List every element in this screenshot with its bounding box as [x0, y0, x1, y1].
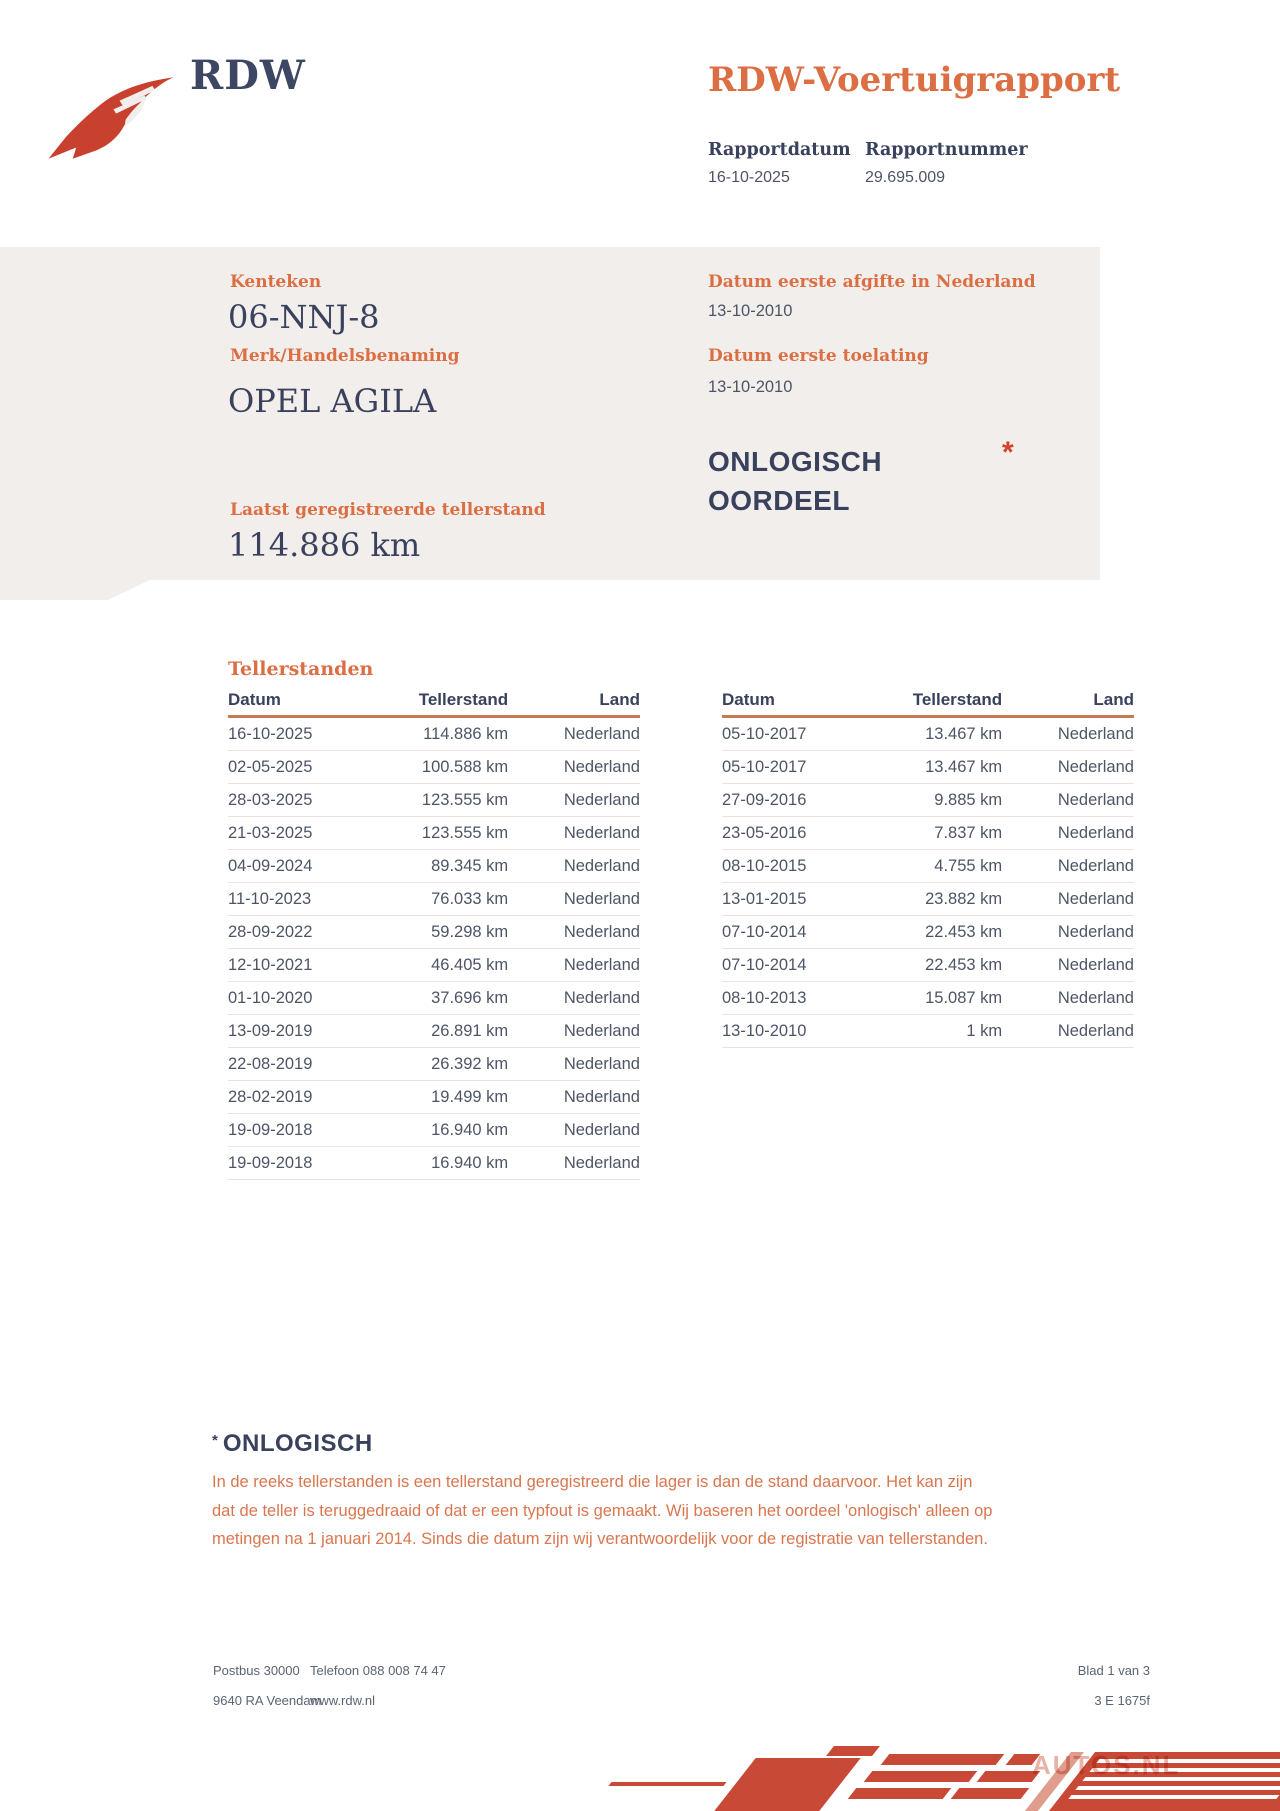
cell-land: Nederland — [563, 988, 640, 1007]
table-row — [722, 982, 1134, 1015]
column-header-datum: Datum — [228, 690, 281, 709]
cell-land: Nederland — [563, 856, 640, 875]
kenteken-label: Kenteken — [230, 272, 322, 292]
cell-datum: 13-09-2019 — [228, 1021, 313, 1040]
column-header-tellerstand: Tellerstand — [912, 690, 1003, 709]
note-body-line: dat de teller is teruggedraaid of dat er een typfout is gemaakt. Wij baseren het oordeel 'onlogisch' alleen op — [212, 1501, 993, 1520]
cell-land: Nederland — [563, 724, 640, 743]
table-row — [228, 850, 640, 883]
cell-land: Nederland — [563, 790, 640, 809]
table-header-row — [228, 690, 640, 718]
cell-land: Nederland — [1057, 724, 1134, 743]
table-row — [228, 1147, 640, 1180]
table-row — [228, 751, 640, 784]
odometer-table-left — [228, 690, 640, 1180]
cell-tellerstand: 123.555 km — [421, 790, 509, 809]
cell-datum: 16-10-2025 — [228, 724, 313, 743]
table-row — [722, 916, 1134, 949]
cell-tellerstand: 1 km — [966, 1021, 1003, 1040]
note-body-line: metingen na 1 januari 2014. Sinds die datum zijn wij verantwoordelijk voor de registratie van tellerstanden. — [212, 1530, 988, 1549]
cell-tellerstand: 13.467 km — [925, 757, 1003, 776]
cell-land: Nederland — [563, 889, 640, 908]
first-issue-date-value: 13-10-2010 — [708, 302, 793, 320]
cell-land: Nederland — [563, 823, 640, 842]
vehicle-summary-panel — [0, 247, 1100, 600]
verdict-text — [708, 442, 882, 520]
cell-datum: 08-10-2013 — [722, 988, 807, 1007]
cell-datum: 04-09-2024 — [228, 856, 313, 875]
table-row — [228, 1015, 640, 1048]
decoration-bar-icon — [826, 1746, 880, 1756]
table-row — [722, 850, 1134, 883]
cell-land: Nederland — [563, 757, 640, 776]
table-row — [722, 883, 1134, 916]
cell-datum: 11-10-2023 — [228, 889, 312, 908]
cell-land: Nederland — [563, 1021, 640, 1040]
cell-land: Nederland — [563, 955, 640, 974]
cell-datum: 05-10-2017 — [722, 724, 807, 743]
cell-datum: 22-08-2019 — [228, 1054, 313, 1073]
table-row — [228, 817, 640, 850]
verdict-line1: ONLOGISCH — [708, 446, 883, 477]
column-header-tellerstand: Tellerstand — [418, 690, 509, 709]
cell-tellerstand: 123.555 km — [421, 823, 509, 842]
rdw-feather-logo-icon — [45, 72, 175, 164]
cell-tellerstand: 7.837 km — [934, 823, 1003, 842]
cell-tellerstand: 19.499 km — [431, 1087, 509, 1106]
cell-datum: 05-10-2017 — [722, 757, 807, 776]
footer-website: www.rdw.nl — [310, 1693, 376, 1708]
cell-datum: 28-09-2022 — [228, 922, 313, 941]
cell-tellerstand: 59.298 km — [431, 922, 509, 941]
cell-tellerstand: 37.696 km — [431, 988, 509, 1007]
decoration-bar-icon — [951, 1788, 1030, 1799]
odometer-table-right — [722, 690, 1134, 1048]
footer-form-code: 3 E 1675f — [1094, 1693, 1150, 1708]
note-asterisk: * — [212, 1432, 218, 1449]
decoration-bar-icon — [608, 1782, 726, 1786]
table-row — [722, 817, 1134, 850]
cell-tellerstand: 22.453 km — [925, 922, 1003, 941]
table-row — [228, 718, 640, 751]
cell-datum: 12-10-2021 — [228, 955, 313, 974]
report-date-label: Rapportdatum — [708, 140, 851, 160]
cell-datum: 08-10-2015 — [722, 856, 807, 875]
cell-land: Nederland — [563, 1120, 640, 1139]
cell-tellerstand: 76.033 km — [431, 889, 509, 908]
footer-address-line2: 9640 RA Veendam — [213, 1693, 322, 1708]
cell-land: Nederland — [563, 1153, 640, 1172]
table-row — [228, 784, 640, 817]
cell-tellerstand: 9.885 km — [934, 790, 1003, 809]
report-number-label: Rapportnummer — [865, 140, 1028, 160]
cell-tellerstand: 13.467 km — [925, 724, 1003, 743]
kenteken-value: 06-NNJ-8 — [228, 298, 380, 336]
bottom-decoration — [580, 1738, 1280, 1811]
cell-datum: 23-05-2016 — [722, 823, 807, 842]
footer-page-indicator: Blad 1 van 3 — [1077, 1663, 1150, 1678]
first-admission-date-label: Datum eerste toelating — [708, 346, 929, 366]
report-title: RDW-Voertuigrapport — [708, 60, 1121, 100]
cell-tellerstand: 15.087 km — [925, 988, 1003, 1007]
report-number-value: 29.695.009 — [865, 169, 946, 186]
table-row — [722, 1015, 1134, 1048]
cell-tellerstand: 26.392 km — [431, 1054, 509, 1073]
decoration-bar-icon — [1216, 1802, 1280, 1811]
cell-tellerstand: 4.755 km — [934, 856, 1003, 875]
cell-land: Nederland — [1057, 757, 1134, 776]
cell-tellerstand: 23.882 km — [925, 889, 1003, 908]
decoration-bar-icon — [881, 1754, 1005, 1765]
cell-land: Nederland — [1057, 922, 1134, 941]
logo-wordmark: RDW — [190, 52, 306, 99]
merk-label: Merk/Handelsbenaming — [230, 346, 460, 366]
cell-datum: 02-05-2025 — [228, 757, 313, 776]
table-header-row — [722, 690, 1134, 718]
table-row — [228, 982, 640, 1015]
cell-datum: 19-09-2018 — [228, 1120, 313, 1139]
cell-datum: 07-10-2014 — [722, 955, 807, 974]
cell-tellerstand: 22.453 km — [925, 955, 1003, 974]
table-row — [228, 1081, 640, 1114]
first-admission-date-value: 13-10-2010 — [708, 378, 793, 396]
last-odometer-value: 114.886 km — [228, 526, 421, 564]
table-row — [722, 949, 1134, 982]
cell-datum: 28-03-2025 — [228, 790, 313, 809]
tellerstanden-heading: Tellerstanden — [228, 658, 374, 680]
cell-land: Nederland — [1057, 889, 1134, 908]
cell-land: Nederland — [1057, 790, 1134, 809]
cell-tellerstand: 114.886 km — [423, 724, 509, 743]
note-body-line: In de reeks tellerstanden is een tellerstand geregistreerd die lager is dan de stand daarvoor. Het kan zijn — [212, 1473, 973, 1491]
table-row — [228, 883, 640, 916]
decoration-bar-icon — [714, 1758, 860, 1811]
cell-datum: 19-09-2018 — [228, 1153, 313, 1172]
cell-datum: 13-01-2015 — [722, 889, 807, 908]
cell-land: Nederland — [563, 1087, 640, 1106]
cell-tellerstand: 89.345 km — [431, 856, 509, 875]
verdict-line2: OORDEEL — [708, 485, 850, 516]
note-heading-row — [212, 1430, 373, 1458]
cell-tellerstand: 16.940 km — [431, 1120, 509, 1139]
table-row — [228, 916, 640, 949]
decoration-bar-icon — [977, 1771, 1041, 1782]
note-heading: ONLOGISCH — [222, 1430, 373, 1457]
footer-address-line1: Postbus 30000 — [213, 1663, 300, 1678]
cell-datum: 28-02-2019 — [228, 1087, 313, 1106]
decoration-bar-icon — [864, 1771, 978, 1782]
cell-tellerstand: 16.940 km — [431, 1153, 509, 1172]
cell-tellerstand: 100.588 km — [421, 757, 509, 776]
cell-datum: 21-03-2025 — [228, 823, 313, 842]
table-row — [228, 949, 640, 982]
watermark: AUTOS.NL — [1032, 1750, 1181, 1780]
report-date-value: 16-10-2025 — [708, 169, 790, 186]
cell-datum: 01-10-2020 — [228, 988, 313, 1007]
cell-land: Nederland — [563, 922, 640, 941]
cell-land: Nederland — [1057, 823, 1134, 842]
first-issue-date-label: Datum eerste afgifte in Nederland — [708, 272, 1036, 292]
cell-land: Nederland — [1057, 955, 1134, 974]
cell-land: Nederland — [563, 1054, 640, 1073]
table-row — [228, 1048, 640, 1081]
footer-phone: Telefoon 088 008 74 47 — [310, 1663, 446, 1678]
table-row — [722, 784, 1134, 817]
cell-tellerstand: 46.405 km — [431, 955, 509, 974]
column-header-datum: Datum — [722, 690, 775, 709]
cell-tellerstand: 26.891 km — [431, 1021, 509, 1040]
verdict-asterisk: * — [1002, 436, 1014, 469]
cell-datum: 27-09-2016 — [722, 790, 807, 809]
cell-datum: 07-10-2014 — [722, 922, 807, 941]
table-row — [228, 1114, 640, 1147]
last-odometer-label: Laatst geregistreerde tellerstand — [230, 500, 546, 520]
merk-value: OPEL AGILA — [228, 382, 437, 420]
cell-land: Nederland — [1057, 1021, 1134, 1040]
cell-land: Nederland — [1057, 988, 1134, 1007]
cell-land: Nederland — [1057, 856, 1134, 875]
decoration-bar-icon — [848, 1788, 952, 1799]
column-header-land: Land — [1093, 690, 1134, 709]
cell-datum: 13-10-2010 — [722, 1021, 807, 1040]
column-header-land: Land — [599, 690, 640, 709]
table-row — [722, 751, 1134, 784]
table-row — [722, 718, 1134, 751]
note-body — [212, 1468, 1172, 1554]
